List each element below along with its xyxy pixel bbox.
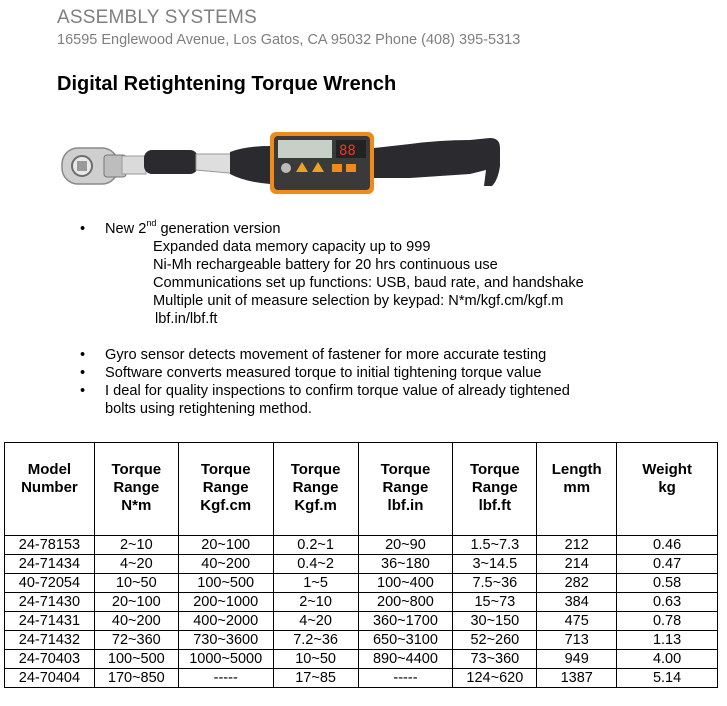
list-item	[80, 382, 720, 418]
sub-item: Ni-Mh rechargeable battery for 20 hrs continuous use	[153, 257, 498, 273]
table-cell: 1~5	[273, 574, 358, 593]
company-address: 16595 Englewood Avenue, Los Gatos, CA 95032 Phone (408) 395-5313	[57, 32, 521, 48]
table-cell: 20~90	[358, 536, 453, 555]
column-header: Model Number	[5, 443, 95, 536]
list-item	[80, 220, 720, 238]
table-cell: 36~180	[358, 555, 453, 574]
sub-item: Communications set up functions: USB, baud rate, and handshake	[153, 275, 584, 291]
table-cell: 10~50	[273, 650, 358, 669]
table-cell: 212	[537, 536, 617, 555]
table-cell: 100~400	[358, 574, 453, 593]
table-cell: 0.63	[617, 593, 718, 612]
column-header: Length mm	[537, 443, 617, 536]
bullet-text: Gyro sensor detects movement of fastener for more accurate testing	[105, 347, 547, 363]
bullet-marker: •	[80, 365, 86, 381]
table-cell: 7.5~36	[453, 574, 537, 593]
table-cell: 475	[537, 612, 617, 631]
column-header: Torque Range lbf.in	[358, 443, 453, 536]
table-cell: 4~20	[94, 555, 178, 574]
table-cell: 730~3600	[178, 631, 273, 650]
table-cell: 40~200	[178, 555, 273, 574]
table-cell: 282	[537, 574, 617, 593]
table-cell: 124~620	[453, 669, 537, 688]
table-cell: 40~200	[94, 612, 178, 631]
table-cell: 1.13	[617, 631, 718, 650]
table-cell: 1000~5000	[178, 650, 273, 669]
table-row	[5, 650, 718, 669]
table-cell: 7.2~36	[273, 631, 358, 650]
table-cell: 10~50	[94, 574, 178, 593]
model-number-cell: 24-70403	[5, 650, 95, 669]
table-cell: 5.14	[617, 669, 718, 688]
table-row	[5, 555, 718, 574]
table-cell: 4~20	[273, 612, 358, 631]
bullet-text: I deal for quality inspections to confirm torque value of already tightened	[105, 383, 570, 399]
table-cell: 0.2~1	[273, 536, 358, 555]
table-cell: 3~14.5	[453, 555, 537, 574]
table-cell: 1.5~7.3	[453, 536, 537, 555]
list-item	[80, 346, 720, 364]
table-cell: 100~500	[178, 574, 273, 593]
table-cell: 52~260	[453, 631, 537, 650]
table-cell: 73~360	[453, 650, 537, 669]
list-item	[80, 364, 720, 382]
display-readout: 88	[339, 143, 356, 159]
table-row	[5, 631, 718, 650]
bullet-text: Software converts measured torque to initial tightening torque value	[105, 365, 542, 381]
table-cell: 360~1700	[358, 612, 453, 631]
table-cell: 713	[537, 631, 617, 650]
bullet-text: generation version	[156, 221, 281, 237]
table-row	[5, 669, 718, 688]
table-cell: 20~100	[178, 536, 273, 555]
superscript: nd	[146, 218, 157, 229]
table-cell: 30~150	[453, 612, 537, 631]
table-cell: 200~1000	[178, 593, 273, 612]
table-row	[5, 593, 718, 612]
table-cell: 72~360	[94, 631, 178, 650]
bullet-marker: •	[80, 221, 86, 237]
table-cell: -----	[358, 669, 453, 688]
table-cell: 100~500	[94, 650, 178, 669]
table-cell: 214	[537, 555, 617, 574]
table-cell: 949	[537, 650, 617, 669]
table-cell: 20~100	[94, 593, 178, 612]
column-header: Torque Range lbf.ft	[453, 443, 537, 536]
column-header: Torque Range Kgf.cm	[178, 443, 273, 536]
company-name: ASSEMBLY SYSTEMS	[57, 7, 257, 28]
sub-item: Multiple unit of measure selection by keypad: N*m/kgf.cm/kgf.m	[153, 293, 564, 309]
feature-list	[80, 220, 720, 418]
table-cell: 0.46	[617, 536, 718, 555]
table-cell: 2~10	[273, 593, 358, 612]
table-cell: 400~2000	[178, 612, 273, 631]
model-number-cell: 24-71430	[5, 593, 95, 612]
table-cell: 0.47	[617, 555, 718, 574]
table-cell: 0.58	[617, 574, 718, 593]
sub-item: lbf.in/lbf.ft	[155, 311, 218, 327]
model-number-cell: 24-71431	[5, 612, 95, 631]
table-cell: 650~3100	[358, 631, 453, 650]
column-header: Weight kg	[617, 443, 718, 536]
model-number-cell: 24-71432	[5, 631, 95, 650]
table-row	[5, 612, 718, 631]
bullet-marker: •	[80, 383, 86, 399]
model-number-cell: 24-78153	[5, 536, 95, 555]
model-table	[4, 442, 718, 688]
page-title: Digital Retightening Torque Wrench	[57, 73, 397, 95]
table-cell: 4.00	[617, 650, 718, 669]
table-cell: 384	[537, 593, 617, 612]
table-cell: 2~10	[94, 536, 178, 555]
table-row	[5, 574, 718, 593]
torque-wrench-image	[60, 126, 502, 202]
model-number-cell: 24-70404	[5, 669, 95, 688]
bullet-text: bolts using retightening method.	[105, 401, 312, 417]
column-header: Torque Range N*m	[94, 443, 178, 536]
table-cell: 200~800	[358, 593, 453, 612]
table-cell: 1387	[537, 669, 617, 688]
table-header-row	[5, 443, 718, 536]
column-header: Torque Range Kgf.m	[273, 443, 358, 536]
table-cell: 170~850	[94, 669, 178, 688]
table-cell: 890~4400	[358, 650, 453, 669]
table-cell: 0.78	[617, 612, 718, 631]
table-cell: -----	[178, 669, 273, 688]
model-number-cell: 24-71434	[5, 555, 95, 574]
table-cell: 0.4~2	[273, 555, 358, 574]
table-cell: 15~73	[453, 593, 537, 612]
bullet-text: New 2	[105, 221, 147, 237]
sub-item: Expanded data memory capacity up to 999	[153, 239, 431, 255]
table-cell: 17~85	[273, 669, 358, 688]
model-number-cell: 40-72054	[5, 574, 95, 593]
bullet-marker: •	[80, 347, 86, 363]
table-row	[5, 536, 718, 555]
